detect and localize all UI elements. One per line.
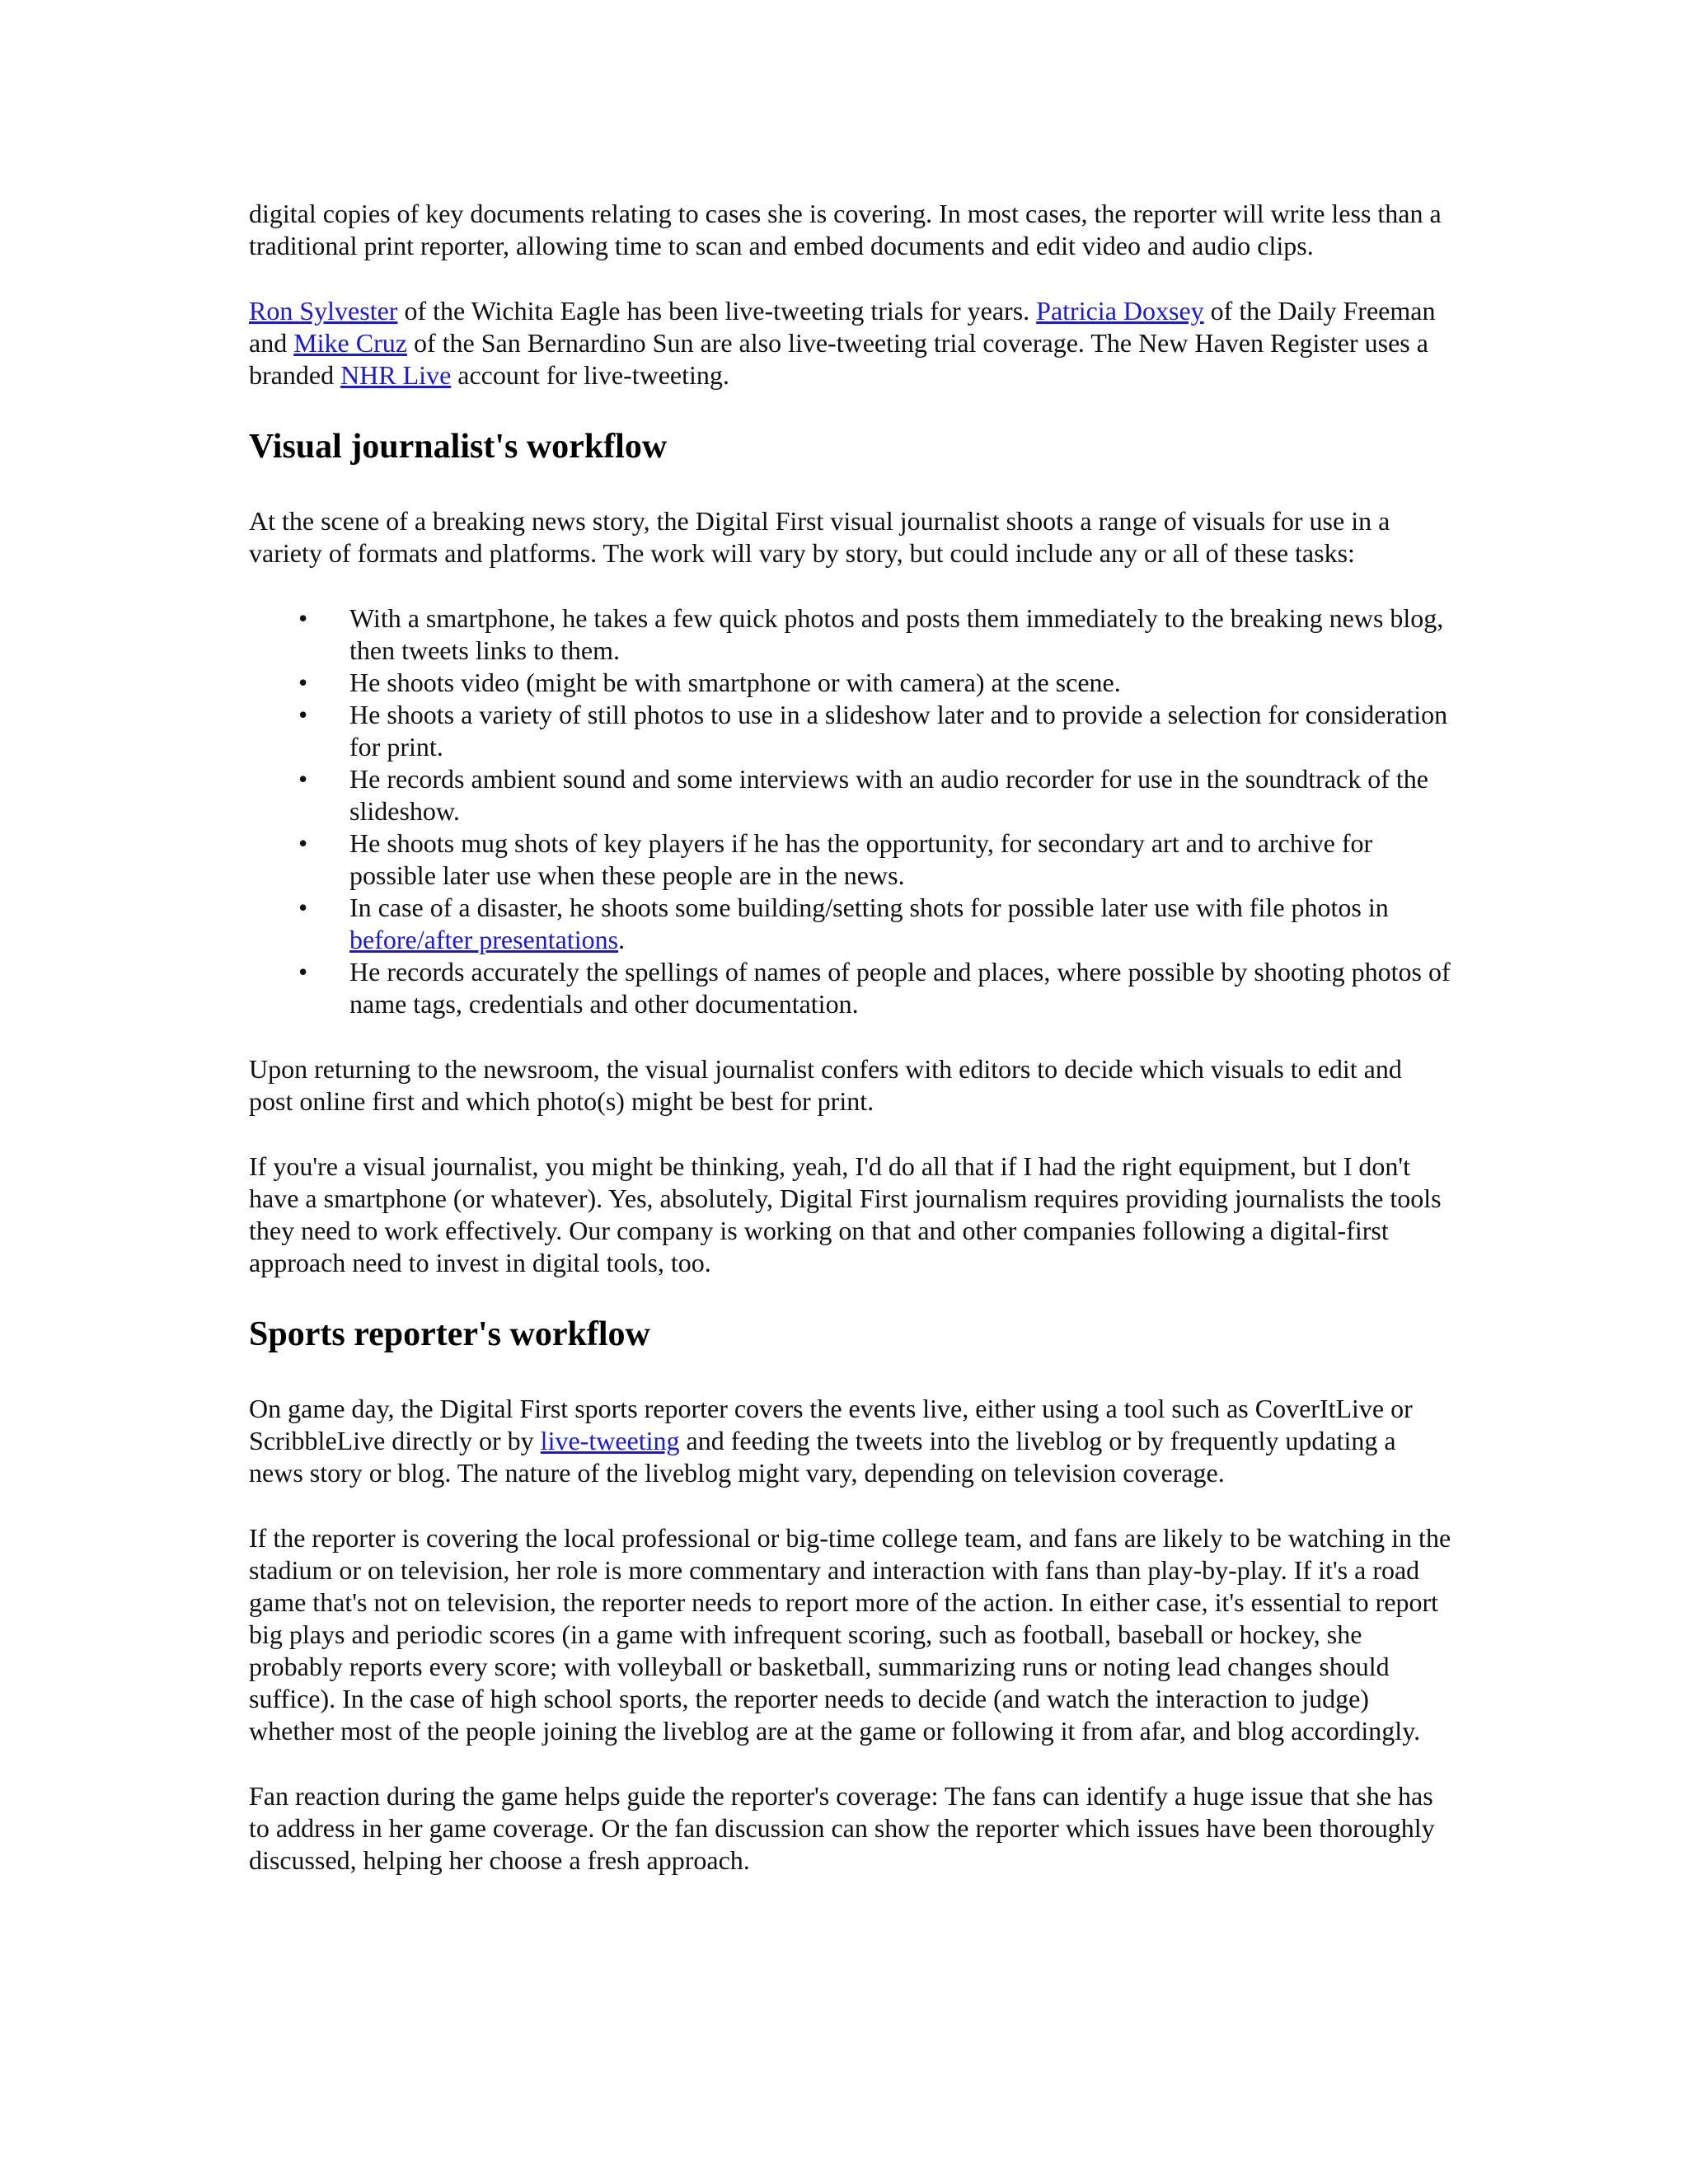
bullet-icon: • — [298, 668, 308, 697]
visual-task-list — [249, 602, 1452, 1020]
bullet-icon: • — [298, 764, 308, 794]
intro-text: of the Wichita Eagle has been live-tweeting trials for years. — [397, 296, 1037, 326]
intro-text: of the Daily Freeman and — [249, 296, 1436, 358]
sports-paragraph-2: If the reporter is covering the local professional or big-time college team, and fans are likely to be watching in the stadium or on television, her role is more commentary and interaction with fans than play-by-play. If it's a road game that's not on television, the reporter needs to report more of the action. In either case, it's essential to report big plays and periodic scores (in a game with infrequent scoring, such as football, baseball or hockey, she probably reports every score; with volleyball or basketball, summarizing runs or noting lead changes should suffice). In the case of high school sports, the reporter needs to decide (and watch the interaction to judge) whether most of the people joining the liveblog are at the game or following it from afar, and blog accordingly. — [249, 1523, 1451, 1746]
visual-paragraph-3: If you're a visual journalist, you might be thinking, yeah, I'd do all that if I had the right equipment, but I don't have a smartphone (or whatever). Yes, absolutely, Digital First journalism requires providing journalists the tools they need to work effectively. Our company is working on that and other companies following a digital-first approach need to invest in digital tools, too. — [249, 1151, 1442, 1277]
visual-journalist-heading: Visual journalist's workflow — [249, 428, 668, 466]
ron-sylvester-link[interactable]: Ron Sylvester — [249, 296, 398, 326]
bullet-icon: • — [298, 603, 308, 633]
document-page — [249, 198, 1452, 1877]
list-item: • He shoots mug shots of key players if he has the opportunity, for secondary art and to archive for possible later use when these people are in the news. — [298, 828, 1373, 890]
list-item: • He shoots a variety of still photos to use in a slideshow later and to provide a selection for consideration for print. — [298, 700, 1448, 762]
bullet-icon: • — [298, 957, 308, 987]
intro-paragraph-2 — [249, 295, 1452, 391]
sports-reporter-heading: Sports reporter's workflow — [249, 1315, 650, 1353]
intro-text: account for live-tweeting. — [451, 360, 729, 390]
mike-cruz-link[interactable]: Mike Cruz — [293, 328, 407, 358]
nhr-live-link[interactable]: NHR Live — [340, 360, 452, 390]
list-item: • In case of a disaster, he shoots some building/setting shots for possible later use with file photos in before/after presentations. — [298, 893, 1389, 954]
visual-intro-paragraph: At the scene of a breaking news story, the Digital First visual journalist shoots a range of visuals for use in a variety of formats and platforms. The work will vary by story, but could include any or all of these tasks: — [249, 506, 1390, 568]
list-item: • He records ambient sound and some interviews with an audio recorder for use in the soundtrack of the slideshow. — [298, 764, 1428, 826]
intro-text: of the San Bernardino Sun are also live-tweeting trial coverage. The New Haven Register uses a branded — [249, 328, 1428, 390]
intro-paragraph-1: digital copies of key documents relating to cases she is covering. In most cases, the reporter will write less than a traditional print reporter, allowing time to scan and embed documents and edit video and audio clips. — [249, 199, 1442, 260]
sports-paragraph-1: On game day, the Digital First sports reporter covers the events live, either using a tool such as CoverItLive or ScribbleLive directly or by live-tweeting and feeding the tweets into the liveblog or by frequently updating a news story or blog. The nature of the liveblog might vary, depending on television coverage. — [249, 1394, 1413, 1488]
before-after-presentations-link[interactable]: before/after presentations — [349, 925, 619, 954]
bullet-icon: • — [298, 700, 308, 729]
list-item: • He shoots video (might be with smartphone or with camera) at the scene. — [298, 668, 1121, 697]
bullet-icon: • — [298, 828, 308, 858]
bullet-icon: • — [298, 893, 308, 922]
sports-paragraph-3: Fan reaction during the game helps guide the reporter's coverage: The fans can identify a huge issue that she has to address in her game coverage. Or the fan discussion can show the reporter which issues have been thoroughly discussed, helping her choose a fresh approach. — [249, 1781, 1435, 1875]
live-tweeting-link[interactable]: live-tweeting — [540, 1426, 680, 1455]
list-item: • With a smartphone, he takes a few quick photos and posts them immediately to the breaking news blog, then tweets links to them. — [298, 603, 1444, 665]
visual-paragraph-2: Upon returning to the newsroom, the visual journalist confers with editors to decide which visuals to edit and post online first and which photo(s) might be best for print. — [249, 1054, 1402, 1116]
patricia-doxsey-link[interactable]: Patricia Doxsey — [1036, 296, 1204, 326]
list-item: • He records accurately the spellings of names of people and places, where possible by shooting photos of name tags, credentials and other documentation. — [298, 957, 1451, 1019]
